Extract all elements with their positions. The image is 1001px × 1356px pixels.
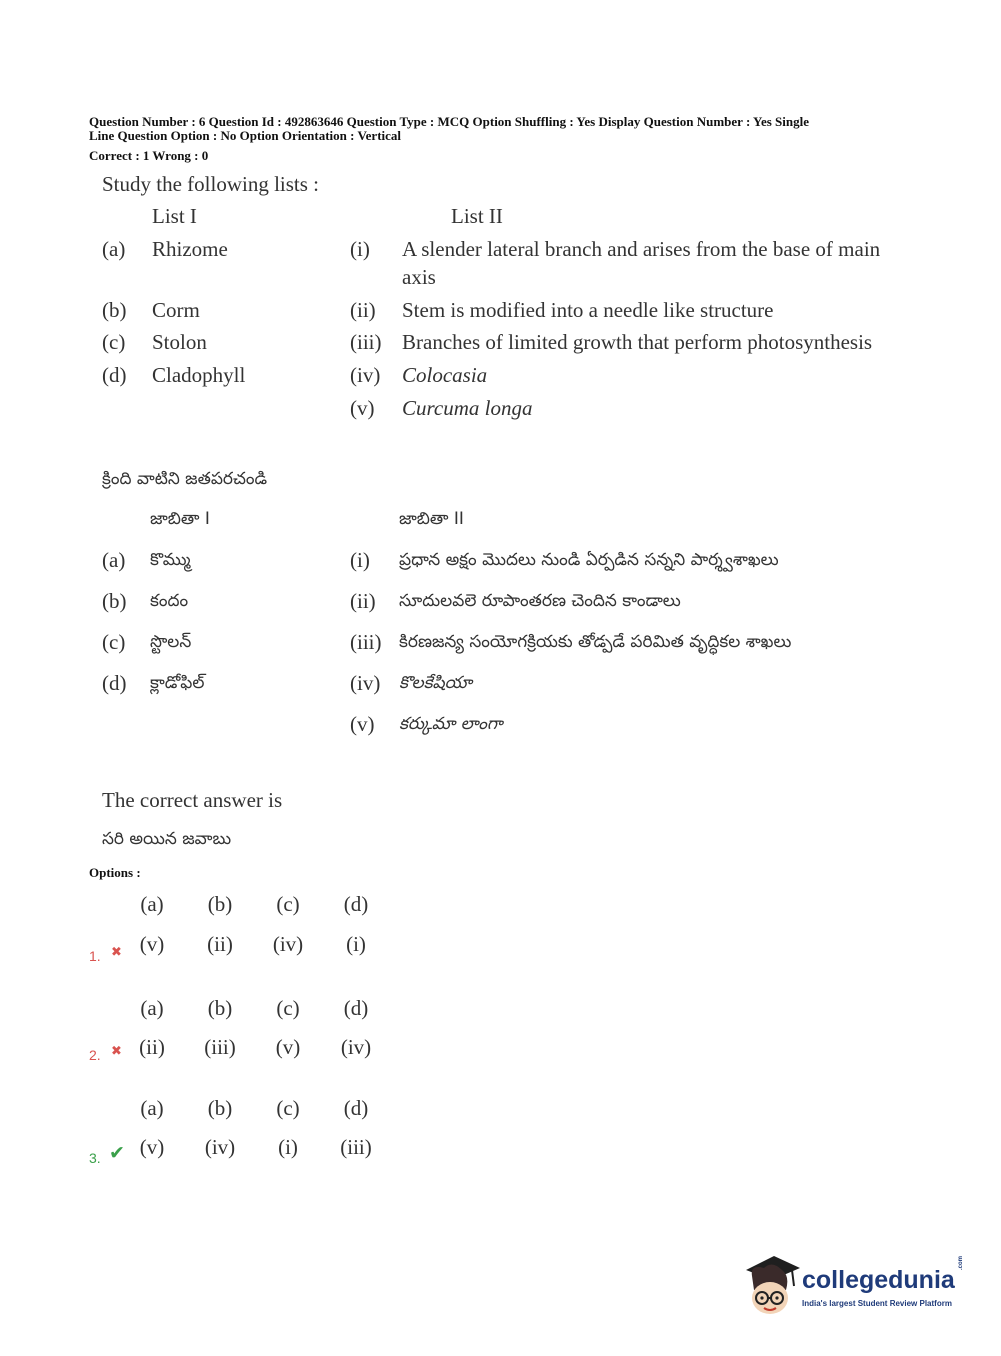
list1-item: Cladophyll [152, 363, 246, 387]
list2-key: (ii) [350, 298, 376, 322]
option-value: (ii) [207, 932, 233, 956]
list1-key: (d) [102, 363, 127, 387]
list1-item: Stolon [152, 330, 207, 354]
list2-key-te: (iv) [350, 671, 381, 695]
question-intro: Study the following lists : [102, 172, 320, 196]
answer-prompt-te: సరి అయిన జవాబు [102, 829, 232, 849]
list2-item: A slender lateral branch and arises from the base of main [402, 237, 881, 261]
wrong-mark-icon: ✖ [111, 944, 122, 959]
list1-key-te: (b) [102, 589, 127, 613]
option-value: (v) [139, 932, 165, 956]
wrong-mark-icon: ✖ [111, 1043, 122, 1058]
logo-tagline: India's largest Student Review Platform [802, 1299, 952, 1308]
option-col-header: (a) [140, 892, 164, 916]
list1-item-te: క్లాడోఫిల్ [150, 673, 205, 693]
list1-item-te: కొమ్ము [150, 550, 191, 570]
list1-key: (c) [102, 330, 126, 354]
option-col-header: (d) [343, 996, 369, 1020]
list1-key-te: (d) [102, 671, 127, 695]
list1-item-te: కందం [150, 591, 189, 611]
list1-item-te: స్టొలన్ [150, 632, 192, 652]
list2-key-te: (ii) [350, 589, 376, 613]
list2-item-te: కిరణజన్య సంయోగక్రియకు తోడ్పడే పరిమిత వృద్ధికల శాఖలు [399, 632, 792, 652]
question-intro-te: క్రింది వాటిని జతపరచండి [102, 469, 268, 489]
list2-item: Stem is modified into a needle like structure [402, 298, 774, 322]
option-col-header: (c) [276, 1096, 300, 1120]
mascot-icon [742, 1250, 802, 1318]
option-col-header: (a) [140, 1096, 164, 1120]
option-col-header: (b) [207, 996, 233, 1020]
option-number: 3. [89, 1150, 101, 1166]
question-meta-line1: Question Number : 6 Question Id : 492863646 Question Type : MCQ Option Shuffling : Yes Display Question Number : Yes Single [89, 114, 810, 129]
list2-key: (iii) [350, 330, 382, 354]
list2-item: Curcuma longa [402, 396, 533, 420]
question-marks: Correct : 1 Wrong : 0 [89, 148, 209, 163]
list2-heading-te: జాబితా II [399, 509, 464, 529]
option-col-header: (d) [343, 892, 369, 916]
question-meta-line2: Line Question Option : No Option Orientation : Vertical [89, 128, 402, 143]
list2-key-te: (i) [350, 548, 370, 572]
option-col-header: (a) [140, 996, 164, 1020]
option-value: (ii) [139, 1035, 165, 1059]
option-value: (i) [346, 932, 366, 956]
list1-key-te: (c) [102, 630, 126, 654]
list2-item-cont: axis [402, 265, 436, 289]
list1-item: Corm [152, 298, 200, 322]
answer-prompt: The correct answer is [102, 788, 283, 812]
list2-item: Colocasia [402, 363, 488, 387]
logo-suffix: .com [958, 1255, 964, 1270]
list1-heading: List I [152, 204, 197, 228]
option-value: (iv) [204, 1135, 236, 1159]
option-value: (iv) [272, 932, 304, 956]
option-col-header: (b) [207, 1096, 233, 1120]
option-value: (iii) [204, 1035, 236, 1059]
collegedunia-logo [742, 1250, 972, 1320]
list1-key: (b) [102, 298, 127, 322]
list2-key: (v) [350, 396, 375, 420]
list1-heading-te: జాబితా I [150, 509, 210, 529]
option-col-header: (c) [276, 892, 300, 916]
list2-key: (i) [350, 237, 370, 261]
option-col-header: (d) [343, 1096, 369, 1120]
list2-key: (iv) [350, 363, 381, 387]
list1-key: (a) [102, 237, 126, 261]
list2-item-te: సూదులవలె రూపాంతరణ చెందిన కాండాలు [399, 591, 681, 611]
option-number: 1. [89, 948, 101, 964]
option-col-header: (c) [276, 996, 300, 1020]
list1-key-te: (a) [102, 548, 126, 572]
list2-item: Branches of limited growth that perform photosynthesis [402, 330, 873, 354]
options-label: Options : [89, 865, 141, 880]
correct-check-icon: ✔ [109, 1142, 125, 1164]
option-value: (iii) [340, 1135, 372, 1159]
list2-item-te: కొలకేషియా [399, 673, 472, 693]
option-value: (iv) [340, 1035, 372, 1059]
list2-item-te: కర్కుమా లాంగా [399, 714, 503, 734]
option-value: (v) [275, 1035, 301, 1059]
list2-key-te: (iii) [350, 630, 382, 654]
option-value: (v) [139, 1135, 165, 1159]
list2-key-te: (v) [350, 712, 375, 736]
option-col-header: (b) [207, 892, 233, 916]
option-value: (i) [278, 1135, 298, 1159]
logo-name: collegedunia [802, 1266, 955, 1294]
list2-heading: List II [451, 204, 503, 228]
option-number: 2. [89, 1047, 101, 1063]
list2-item-te: ప్రధాన అక్షం మొదలు నుండి ఏర్పడిన సన్నని పార్శ్వశాఖలు [399, 550, 779, 570]
list1-item: Rhizome [152, 237, 228, 261]
